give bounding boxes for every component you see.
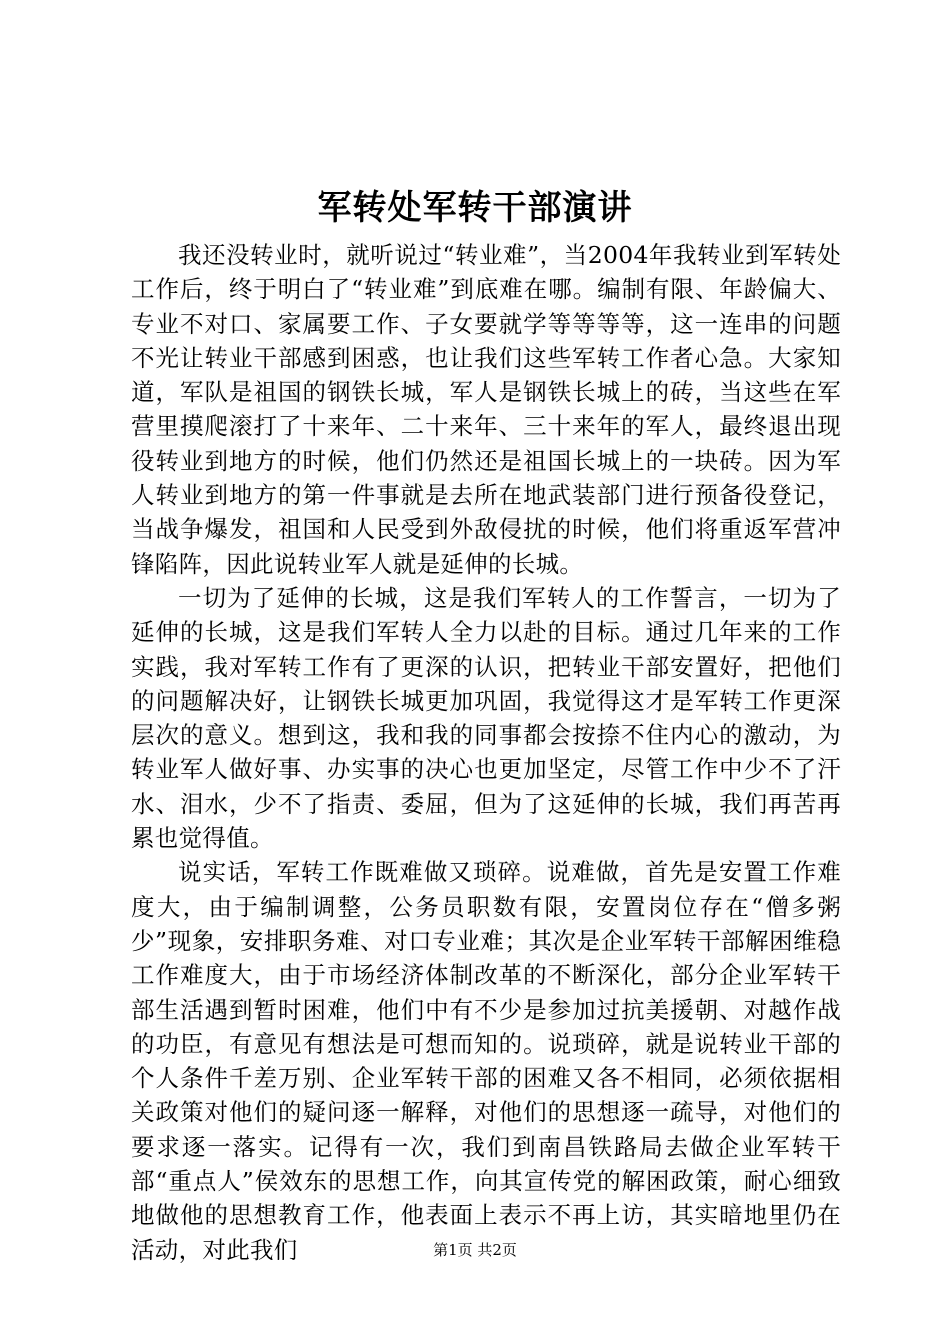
paragraph: 一切为了延伸的长城，这是我们军转人的工作誓言，一切为了延伸的长城，这是我们军转人全力以赴的目标。通过几年来的工作实践，我对军转工作有了更深的认识，把转业干部安置好，把他们的问题解决好，让钢铁长城更加巩固，我觉得这才是军转工作更深层次的意义。想到这，我和我的同事都会按捺不住内心的激动，为转业军人做好事、办实事的决心也更加坚定，尽管工作中少不了汗水、泪水，少不了指责、委屈，但为了这延伸的长城，我们再苦再累也觉得值。 bbox=[131, 583, 841, 853]
page-footer: 第1页 共2页 bbox=[433, 1241, 517, 1259]
document-body bbox=[131, 238, 841, 1267]
paragraph: 说实话，军转工作既难做又琐碎。说难做，首先是安置工作难度大，由于编制调整，公务员职数有限，安置岗位存在“僧多粥少”现象，安排职务难、对口专业难；其次是企业军转干部解困维稳工作难度大，由于市场经济体制改革的不断深化，部分企业军转干部生活遇到暂时困难，他们中有不少是参加过抗美援朝、对越作战的功臣，有意见有想法是可想而知的。说琐碎，就是说转业干部的个人条件千差万别、企业军转干部的困难又各不相同，必须依据相关政策对他们的疑问逐一解释，对他们的思想逐一疏导，对他们的要求逐一落实。记得有一次，我们到南昌铁路局去做企业军转干部“重点人”侯效东的思想工作，向其宣传党的解困政策，耐心细致地做他的思想教育工作，他表面上表示不再上访，其实暗地里仍在活动，对此我们 bbox=[131, 858, 841, 1264]
paragraph: 我还没转业时，就听说过“转业难”，当2004年我转业到军转处工作后，终于明白了“转业难”到底难在哪。编制有限、年龄偏大、专业不对口、家属要工作、子女要就学等等等等，这一连串的问题不光让转业干部感到困惑，也让我们这些军转工作者心急。大家知道，军队是祖国的钢铁长城，军人是钢铁长城上的砖，当这些在军营里摸爬滚打了十来年、二十来年、三十来年的军人，最终退出现役转业到地方的时候，他们仍然还是祖国长城上的一块砖。因为军人转业到地方的第一件事就是去所在地武装部门进行预备役登记，当战争爆发，祖国和人民受到外敌侵扰的时候，他们将重返军营冲锋陷阵，因此说转业军人就是延伸的长城。 bbox=[131, 241, 841, 578]
document-title: 军转处军转干部演讲 bbox=[317, 188, 633, 228]
